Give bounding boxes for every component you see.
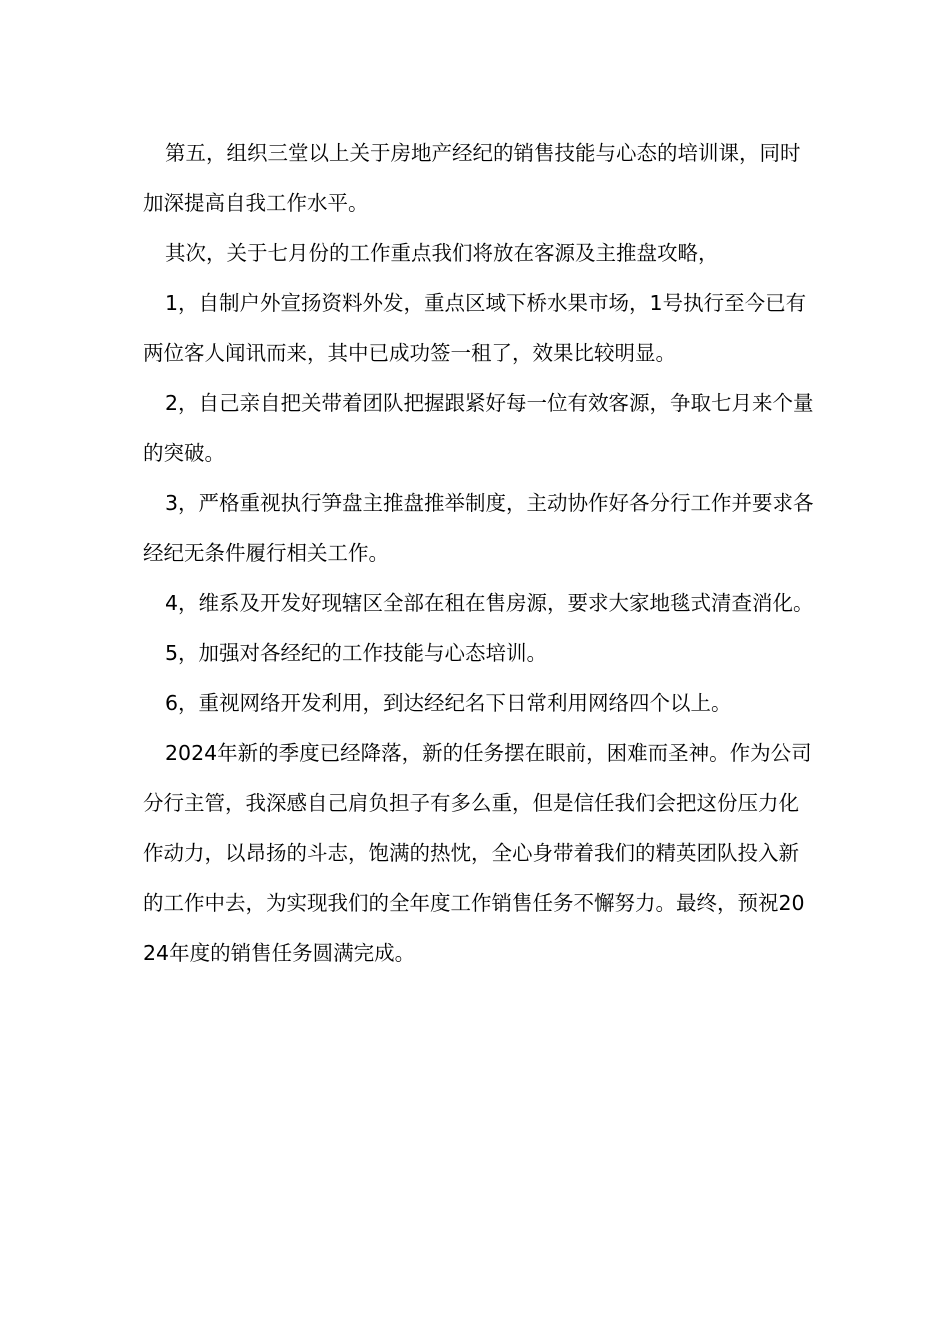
paragraph-item-5: 5，加强对各经纪的工作技能与心态培训。 xyxy=(165,641,548,665)
paragraph-item-2: 2，自己亲自把关带着团队把握跟紧好每一位有效客源，争取七月来个量的突破。 xyxy=(143,391,814,465)
paragraph-item-6: 6，重视网络开发利用，到达经纪名下日常利用网络四个以上。 xyxy=(165,691,732,715)
paragraph-closing: 2024年新的季度已经降落，新的任务摆在眼前，困难而圣神。作为公司分行主管，我深感自己肩负担子有多么重，但是信任我们会把这份压力化作动力，以昂扬的斗志，饱满的热忱，全心身带着我们的精英团队投入新的工作中去，为实现我们的全年度工作销售任务不懈努力。最终，预祝2024年度的销售任务圆满完成。 xyxy=(143,741,812,965)
paragraph-item-3: 3，严格重视执行笋盘主推盘推举制度，主动协作好各分行工作并要求各经纪无条件履行相关工作。 xyxy=(143,491,814,565)
paragraph-item-4: 4，维系及开发好现辖区全部在租在售房源，要求大家地毯式清查消化。 xyxy=(165,591,814,615)
document-body xyxy=(143,128,815,978)
paragraph-item-1: 1，自制户外宣扬资料外发，重点区域下桥水果市场，1号执行至今已有两位客人闻讯而来，其中已成功签一租了，效果比较明显。 xyxy=(143,291,807,365)
paragraph-fifth-training: 第五，组织三堂以上关于房地产经纪的销售技能与心态的培训课，同时加深提高自我工作水平。 xyxy=(143,141,801,215)
paragraph-july-focus: 其次，关于七月份的工作重点我们将放在客源及主推盘攻略， xyxy=(165,241,719,265)
